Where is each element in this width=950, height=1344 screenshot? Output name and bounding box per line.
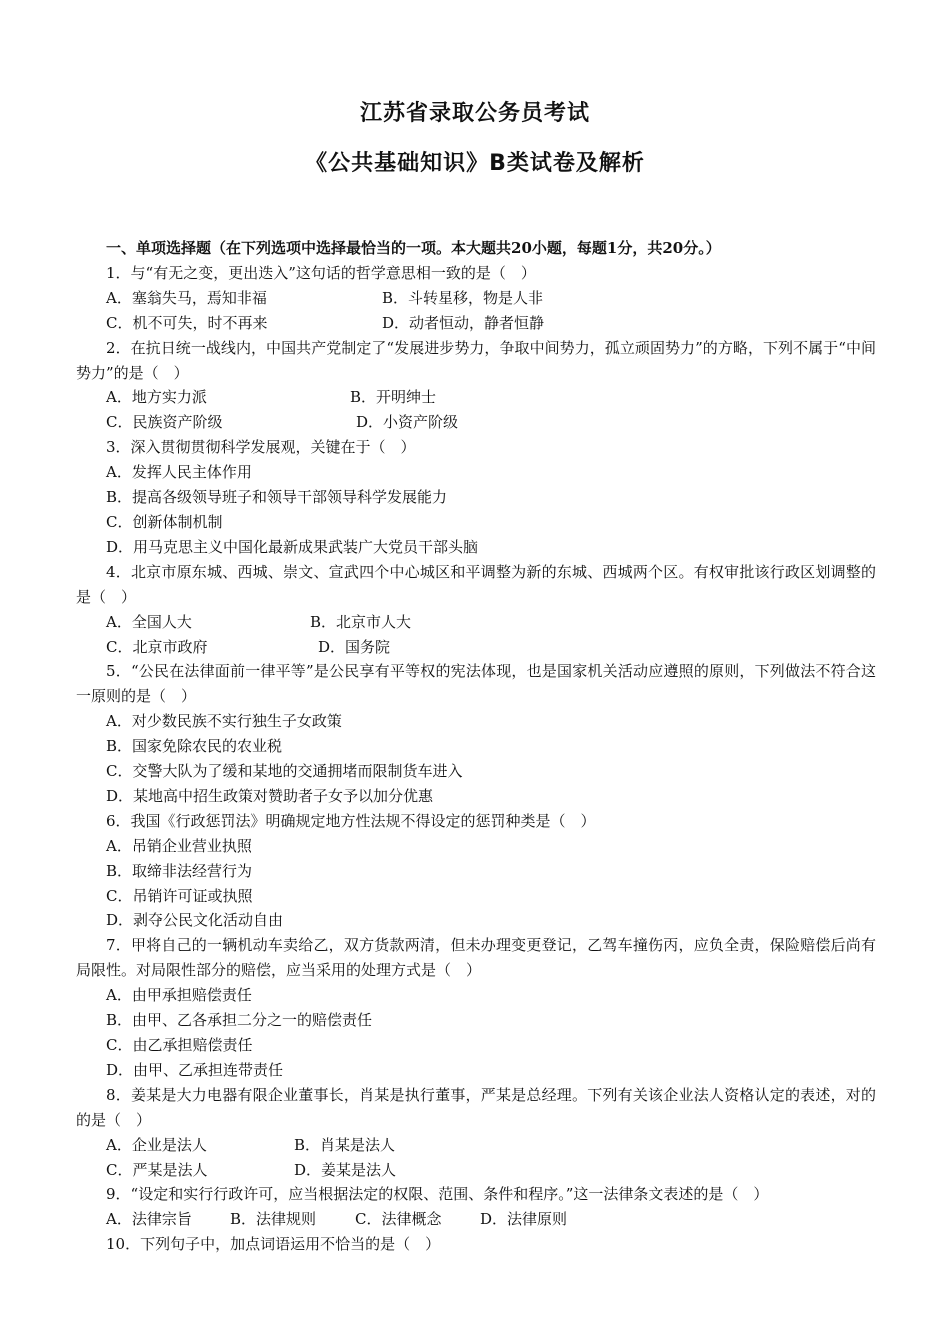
question-4-stem: 4．北京市原东城、西城、崇文、宣武四个中心城区和平调整为新的东城、西城两个区。有权审批该行政区划调整的是（ ）: [76, 562, 876, 606]
question-7-option-c: C．由乙承担赔偿责任: [106, 1036, 253, 1054]
question-5-option-b: B．国家免除农民的农业税: [106, 737, 283, 756]
document-title: 江苏省录取公务员考试: [359, 101, 590, 126]
question-2-option-a: A．地方实力派: [106, 388, 207, 407]
question-8-option-a: A．企业是法人: [106, 1135, 207, 1154]
question-8-options-row1: [76, 1133, 876, 1158]
question-5-option-c: C．交警大队为了缓和某地的交通拥堵而限制货车进入: [106, 762, 463, 781]
question-7-stem: 7．甲将自己的一辆机动车卖给乙，双方货款两清，但未办理变更登记，乙驾车撞伤丙，应负全责，保险赔偿后尚有局限性。对局限性部分的赔偿，应当采用的处理方式是（ ）: [76, 936, 876, 980]
question-5-stem: 5．“公民在法律面前一律平等”是公民享有平等权的宪法体现，也是国家机关活动应遵照的原则，下列做法不符合这一原则的是（ ）: [76, 662, 876, 706]
question-6-option-a: A．吊销企业营业执照: [106, 836, 252, 855]
question-3-stem: 3．深入贯彻贯彻科学发展观，关键在于（ ）: [106, 438, 416, 457]
question-2-option-c: C．民族资产阶级: [106, 413, 223, 432]
question-3-option-c: C．创新体制机制: [106, 512, 223, 531]
question-9-option-d: D．法律原则: [480, 1210, 568, 1229]
question-2-stem: 2．在抗日统一战线内，中国共产党制定了“发展进步势力，争取中间势力，孤立顽固势力”的方略，下列不属于“中间势力”的是（ ）: [76, 338, 876, 382]
question-9-option-b: B．法律规则: [230, 1210, 317, 1229]
question-8-stem: 8．姜某是大力电器有限企业董事长，肖某是执行董事，严某是总经理。下列有关该企业法人资格认定的表述，对的的是（ ）: [76, 1085, 876, 1129]
question-4-option-d: D．国务院: [318, 637, 391, 656]
question-2-option-d: D．小资产阶级: [356, 413, 459, 432]
question-2-option-b: B．开明绅士: [350, 388, 437, 407]
question-1-stem: 1．与“有无之变，更出迭入”这句话的哲学意思相一致的是（ ）: [106, 263, 536, 282]
question-1-option-d: D．动者恒动，静者恒静: [382, 313, 545, 332]
question-1-options-row2: [76, 311, 876, 336]
question-7-option-a: A．由甲承担赔偿责任: [106, 986, 252, 1005]
question-5-option-d: D．某地高中招生政策对赞助者子女予以加分优惠: [106, 786, 434, 805]
section-heading: 一、单项选择题（在下列选项中选择最恰当的一项。本大题共20小题，每题1分，共20分。）: [106, 239, 721, 257]
question-9-stem: 9．“设定和实行行政许可，应当根据法定的权限、范围、条件和程序。”这一法律条文表述的是（ ）: [106, 1185, 769, 1204]
question-4-options-row1: [76, 610, 876, 635]
question-9-option-c: C．法律概念: [355, 1210, 442, 1229]
question-7-option-b: B．由甲、乙各承担二分之一的赔偿责任: [106, 1011, 373, 1030]
question-8-option-d: D．姜某是法人: [294, 1160, 397, 1179]
question-4-options-row2: [76, 635, 876, 660]
question-10-stem: 10．下列句子中，加点词语运用不恰当的是（ ）: [106, 1235, 441, 1254]
question-2-options-row2: [76, 410, 876, 435]
question-2-options-row1: [76, 385, 876, 410]
question-8-option-c: C．严某是法人: [106, 1160, 208, 1179]
question-1-option-a: A．塞翁失马，焉知非福: [106, 288, 267, 307]
question-7-option-d: D．由甲、乙承担连带责任: [106, 1060, 284, 1079]
question-3-option-d: D．用马克思主义中国化最新成果武装广大党员干部头脑: [106, 537, 479, 556]
question-1-option-c: C．机不可失，时不再来: [106, 313, 268, 332]
document-subtitle: 《公共基础知识》B类试卷及解析: [305, 151, 645, 176]
question-6-stem: 6．我国《行政惩罚法》明确规定地方性法规不得设定的惩罚种类是（ ）: [106, 811, 596, 830]
question-4-option-a: A．全国人大: [106, 612, 192, 631]
question-4-option-b: B．北京市人大: [310, 612, 412, 631]
exam-content: [76, 236, 876, 1257]
question-5-option-a: A．对少数民族不实行独生子女政策: [106, 712, 342, 731]
question-9-option-a: A．法律宗旨: [106, 1210, 192, 1229]
question-6-option-b: B．取缔非法经营行为: [106, 861, 253, 880]
question-1-option-b: B．斗转星移，物是人非: [382, 288, 544, 307]
question-1-options-row1: [76, 286, 876, 311]
question-6-option-d: D．剥夺公民文化活动自由: [106, 911, 284, 930]
question-6-option-c: C．吊销许可证或执照: [106, 886, 253, 905]
question-3-option-b: B．提高各级领导班子和领导干部领导科学发展能力: [106, 488, 448, 507]
question-4-option-c: C．北京市政府: [106, 637, 208, 656]
question-9-options-row: [76, 1207, 876, 1232]
question-8-option-b: B．肖某是法人: [294, 1135, 396, 1154]
question-8-options-row2: [76, 1158, 876, 1183]
question-3-option-a: A．发挥人民主体作用: [106, 463, 252, 482]
